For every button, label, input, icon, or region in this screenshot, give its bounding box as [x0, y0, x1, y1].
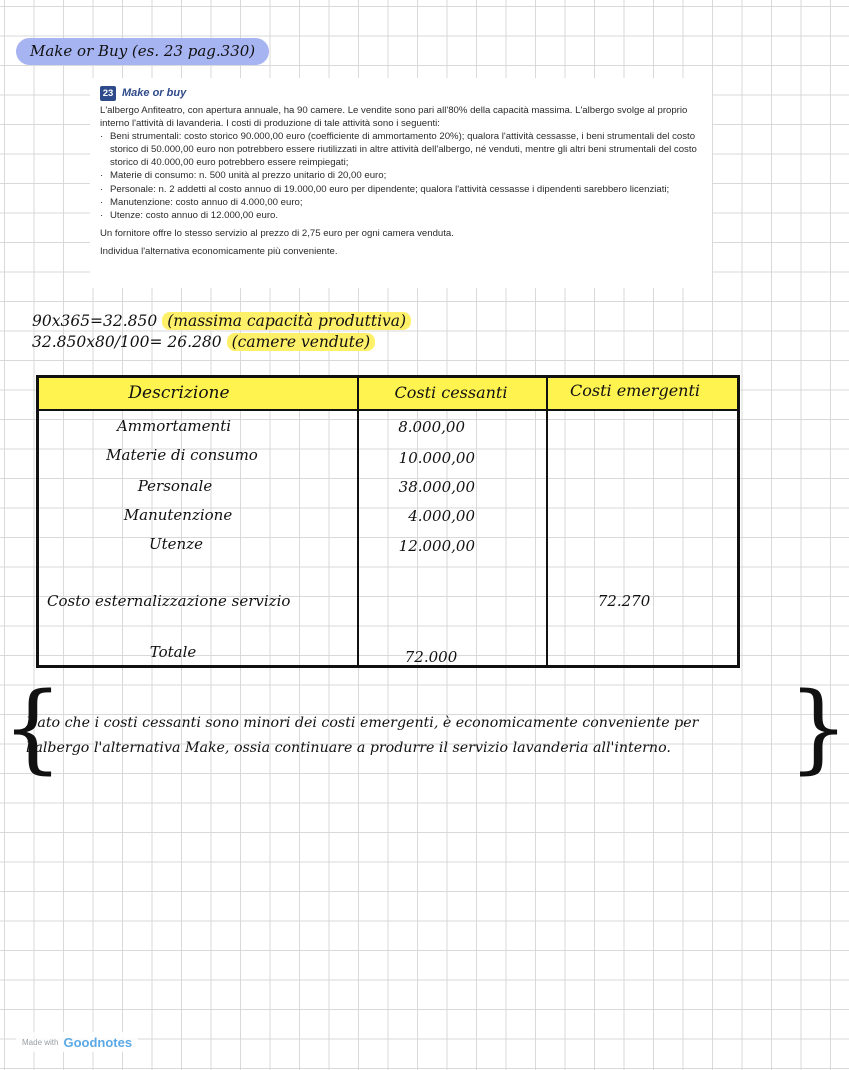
calc-line-sold-rooms — [32, 333, 375, 351]
conclusion-line-1: Dato che i costi cessanti sono minori dei costi emergenti, è economicamente conveniente per — [26, 715, 699, 731]
capacity-note: (massima capacità produttiva) — [162, 312, 411, 330]
exercise-box — [90, 78, 712, 288]
row-label-outsourcing: Costo esternalizzazione servizio — [47, 592, 291, 610]
page-title: Make or Buy (es. 23 pag.330) — [16, 38, 269, 65]
capacity-formula: 90x365=32.850 — [32, 312, 158, 330]
sold-rooms-note: (camere vendute) — [227, 333, 376, 351]
exercise-number: 23 — [100, 86, 116, 101]
row-label-total: Totale — [149, 643, 197, 661]
row-value-personnel: 38.000,00 — [398, 478, 475, 496]
list-item: · Personale: n. 2 addetti al costo annuo di 19.000,00 euro per dipendente; qualora l'attività cessasse i dipendenti sarebbero licenziati; — [100, 183, 702, 196]
row-label-depreciation: Ammortamenti — [116, 417, 232, 435]
row-label-maintenance: Manutenzione — [123, 506, 233, 524]
conclusion-text — [26, 711, 816, 761]
exercise-title: Make or buy — [122, 86, 187, 99]
made-with-label: Made with — [22, 1037, 59, 1047]
exercise-question: Individua l'alternativa economicamente più conveniente. — [100, 245, 338, 257]
row-value-depreciation: 8.000,00 — [398, 418, 465, 436]
row-value-total: 72.000 — [404, 648, 458, 666]
exercise-offer: Un fornitore offre lo stesso servizio al prezzo di 2,75 euro per ogni camera venduta. — [100, 227, 454, 239]
row-value-consumables: 10.000,00 — [398, 449, 475, 467]
row-value-utilities: 12.000,00 — [398, 537, 475, 555]
column-divider — [546, 378, 548, 665]
column-divider — [357, 378, 359, 665]
exercise-cost-list — [100, 130, 702, 222]
goodnotes-watermark — [16, 1032, 138, 1052]
list-item: · Materie di consumo: n. 500 unità al prezzo unitario di 20,00 euro; — [100, 169, 702, 182]
goodnotes-logo: Goodnotes — [63, 1034, 133, 1050]
row-label-personnel: Personale — [137, 477, 213, 495]
list-item: · Manutenzione: costo annuo di 4.000,00 euro; — [100, 196, 702, 209]
header-emerging-costs: Costi emergenti — [569, 381, 701, 400]
left-brace: { — [2, 672, 64, 784]
header-ceasing-costs: Costi cessanti — [394, 383, 508, 402]
conclusion-line-2: l'albergo l'alternativa Make, ossia continuare a produrre il servizio lavanderia all'interno. — [26, 740, 671, 756]
list-item: · Beni strumentali: costo storico 90.000,00 euro (coefficiente di ammortamento 20%); qualora l'attività cessasse, i beni strumentali del costo storico di 50.000,00 euro non potrebbero essere riutilizzati in altre attività dell'albergo, né venduti, mentre gli altri beni strumentali del costo storico di 40.000,00 euro potrebbero essere reimpiegati; — [100, 130, 702, 169]
cost-table — [36, 375, 740, 668]
exercise-header — [100, 86, 702, 101]
row-value-outsourcing: 72.270 — [597, 592, 651, 610]
list-item: · Utenze: costo annuo di 12.000,00 euro. — [100, 209, 702, 222]
header-description: Descrizione — [128, 383, 230, 403]
row-label-consumables: Materie di consumo — [106, 446, 258, 464]
calc-line-capacity — [32, 312, 411, 330]
row-value-maintenance: 4.000,00 — [408, 507, 475, 525]
sold-rooms-formula: 32.850x80/100= 26.280 — [32, 333, 222, 351]
row-label-utilities: Utenze — [149, 535, 203, 553]
exercise-intro: L'albergo Anfiteatro, con apertura annuale, ha 90 camere. Le vendite sono pari all'80% della capacità massima. L'albergo svolge al proprio interno l'attività di lavanderia. I costi di produzione di tale attività sono i seguenti: — [100, 105, 688, 130]
right-brace: } — [788, 672, 849, 784]
